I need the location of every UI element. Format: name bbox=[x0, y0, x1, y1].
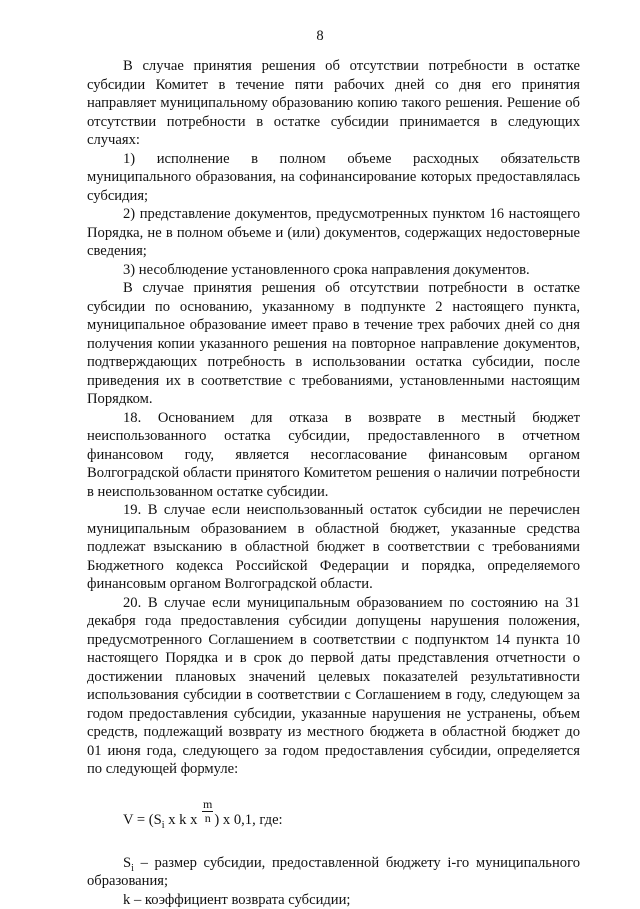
symbol-s: S bbox=[123, 855, 131, 871]
formula-rhs: ) x 0,1, где: bbox=[214, 812, 282, 828]
paragraph-decision-notice: В случае принятия решения об отсутствии потребности в остатке субсидии Комитет в течение пяти рабочих дней со дня его принятия направляет муниципальному образованию копию такого решения. Решение об отсутствии потребности в остатке субсидии принимается в следующих случаях: bbox=[87, 57, 580, 150]
paragraph-definition-k: k – коэффициент возврата субсидии; bbox=[87, 891, 580, 909]
fraction-denominator: n bbox=[202, 812, 213, 825]
formula-fraction bbox=[202, 798, 213, 825]
paragraph-definition-si: $S_i$ – размер субсидии, предоставленной бюджету i-го муниципального образования; bbox=[87, 854, 580, 891]
document-body bbox=[87, 57, 580, 909]
page-number: 8 bbox=[0, 27, 640, 46]
paragraph-case-2: 2) представление документов, предусмотренных пунктом 16 настоящего Порядка, не в полном объеме и (или) документов, содержащих недостоверные сведения; bbox=[87, 205, 580, 261]
formula-lhs: $V = (S_i$ x k x bbox=[123, 812, 201, 828]
paragraph-item-19: 19. В случае если неиспользованный остаток субсидии не перечислен муниципальным образованием в областной бюджет, указанные средства подлежат взысканию в областной бюджет в соответствии с требованиями Бюджетного кодекса Российской Федерации и порядка, определяемого финансовым органом Волгоградской области. bbox=[87, 501, 580, 594]
paragraph-case-3: 3) несоблюдение установленного срока направления документов. bbox=[87, 261, 580, 280]
paragraph-item-20: 20. В случае если муниципальным образованием по состоянию на 31 декабря года предоставления субсидии допущены нарушения положения, предусмотренного Соглашением в соответствии с подпунктом 14 пункта 10 настоящего Порядка и в срок до первой даты представления отчетности о достижении плановых значений целевых показателей результативности использования субсидии в соответствии с Соглашением в году, следующем за годом предоставления субсидии, указанные нарушения не устранены, объем средств, подлежащий возврату из местного бюджета в областной бюджет до 01 июня года, следующего за годом предоставления субсидии, определяется по следующей формуле: bbox=[87, 594, 580, 779]
fraction-numerator: m bbox=[202, 798, 213, 812]
paragraph-resubmission: В случае принятия решения об отсутствии потребности в остатке субсидии по основанию, указанному в подпункте 2 настоящего пункта, муниципальное образование имеет право в течение трех рабочих дней со дня получения копии указанного решения на повторное направление документов, подтверждающих потребность в использовании остатка субсидии, после приведения их в соответствие с требованиями, установленными настоящим Порядком. bbox=[87, 279, 580, 409]
paragraph-item-18: 18. Основанием для отказа в возврате в местный бюджет неиспользованного остатка субсидии, предоставленного в отчетном финансовом году, является несогласование финансовым органом Волгоградской области принятого Комитетом решения о наличии потребности в неиспользованном остатке субсидии. bbox=[87, 409, 580, 502]
symbol-subscript: i bbox=[131, 862, 134, 873]
paragraph-case-1: 1) исполнение в полном объеме расходных обязательств муниципального образования, на софинансирование которых предоставлялась субсидия; bbox=[87, 150, 580, 206]
return-formula bbox=[87, 798, 580, 836]
